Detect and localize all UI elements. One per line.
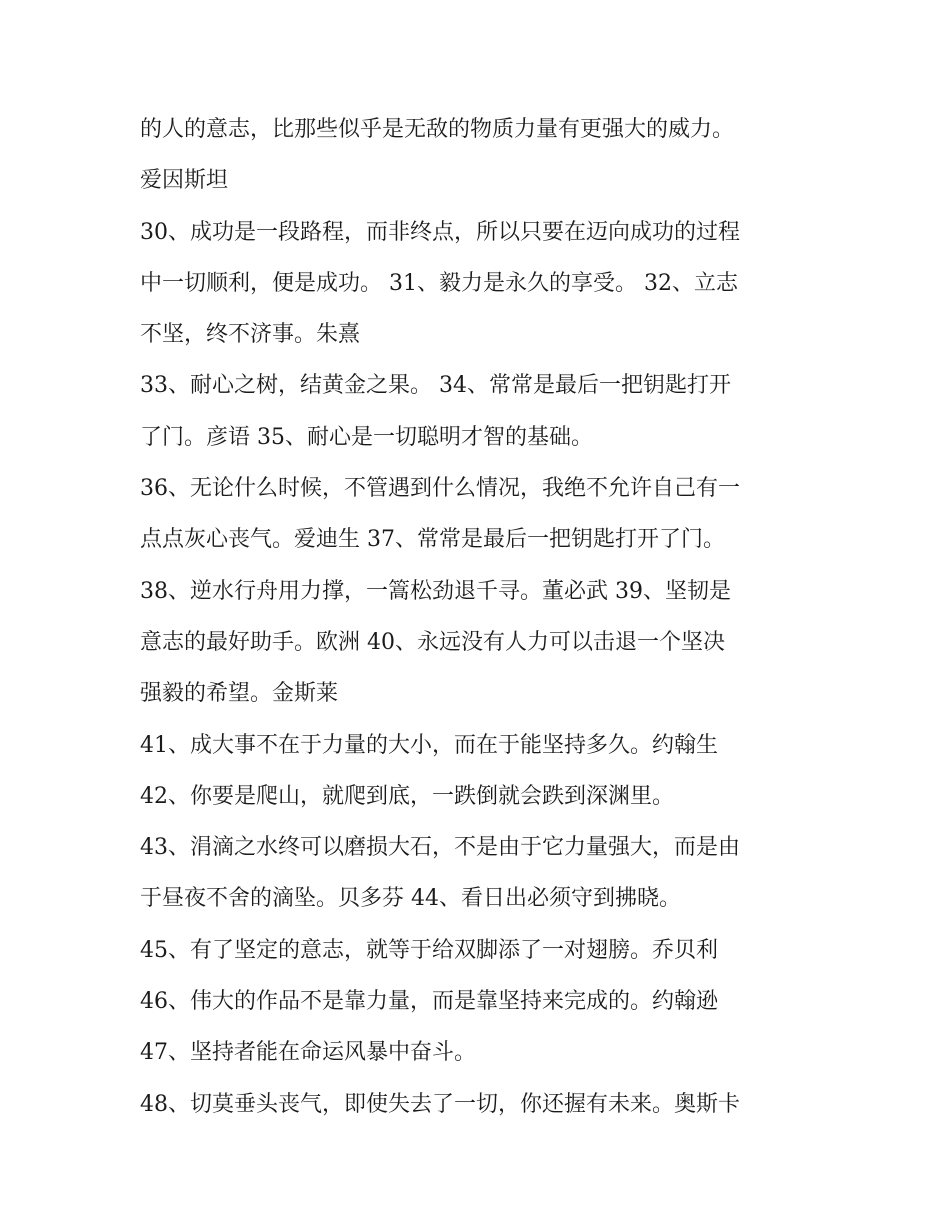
text-line: 36、无论什么时候，不管遇到什么情况，我绝不允许自己有一 [140,476,740,502]
text-line: 不坚，终不济事。朱熹 [140,322,361,348]
text-line: 的人的意志，比那些似乎是无敌的物质力量有更强大的威力。 [140,117,735,142]
text-line: 41、成大事不在于力量的大小，而在于能坚持多久。约翰生 [140,732,718,758]
text-line: 47、坚持者能在命运风暴中奋斗。 [140,1040,476,1066]
text-line: 意志的最好助手。欧洲 40、永远没有人力可以击退一个坚决 [140,629,725,655]
text-line: 强毅的希望。金斯莱 [140,681,339,707]
text-line: 43、涓滴之水终可以磨损大石，不是由于它力量强大，而是由 [140,835,740,861]
text-line: 46、伟大的作品不是靠力量，而是靠坚持来完成的。约翰逊 [140,989,718,1015]
text-line: 42、你要是爬山，就爬到底，一跌倒就会跌到深渊里。 [140,783,674,809]
quote-text-block [140,104,830,1130]
text-line: 48、切莫垂头丧气，即使失去了一切，你还握有未来。奥斯卡 [140,1091,740,1117]
text-line: 于昼夜不舍的滴坠。贝多芬 44、看日出必须守到拂晓。 [140,886,681,912]
text-line: 38、逆水行舟用力撑，一篙松劲退千寻。董必武 39、坚韧是 [140,578,731,604]
text-line: 33、耐心之树，结黄金之果。 34、常常是最后一把钥匙打开 [140,373,731,399]
text-line: 点点灰心丧气。爱迪生 37、常常是最后一把钥匙打开了门。 [140,527,725,553]
text-line: 爱因斯坦 [140,168,229,194]
text-line: 45、有了坚定的意志，就等于给双脚添了一对翅膀。乔贝利 [140,937,718,963]
text-line: 了门。彦语 35、耐心是一切聪明才智的基础。 [140,424,593,450]
text-line: 30、成功是一段路程，而非终点，所以只要在迈向成功的过程 [140,219,740,245]
text-line: 中一切顺利，便是成功。 31、毅力是永久的享受。 32、立志 [140,270,738,296]
